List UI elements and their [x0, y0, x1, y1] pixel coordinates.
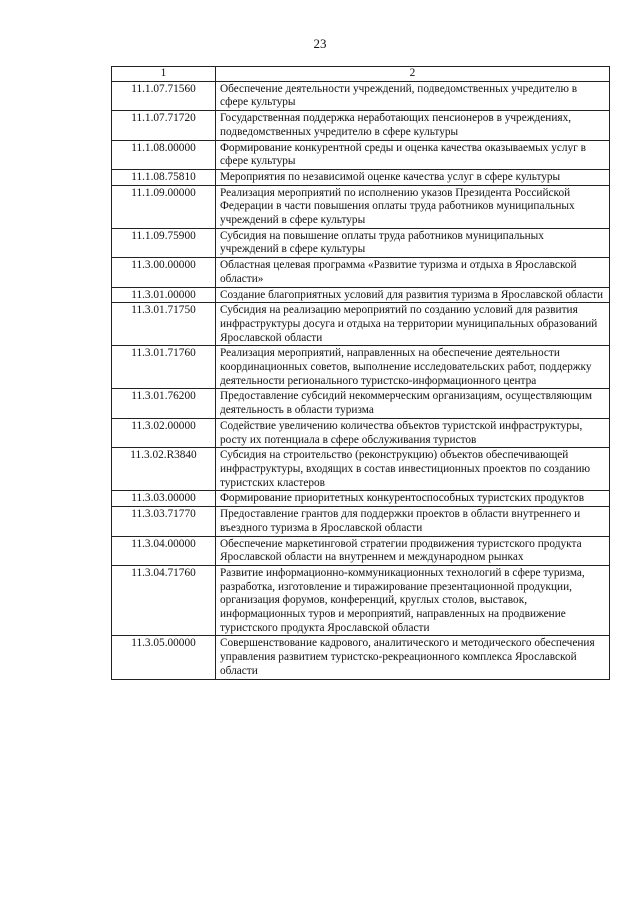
table-row: [112, 565, 610, 636]
table-row: [112, 491, 610, 507]
budget-codes-table: [111, 66, 610, 680]
table-row: [112, 636, 610, 679]
table-row: [112, 185, 610, 228]
row-code: 11.3.03.00000: [112, 491, 216, 507]
row-code: 11.1.09.75900: [112, 228, 216, 257]
table-row: [112, 536, 610, 565]
table-row: [112, 111, 610, 140]
table-header-row: [112, 67, 610, 82]
row-code: 11.3.01.71750: [112, 303, 216, 346]
table-row: [112, 140, 610, 169]
row-code: 11.3.04.00000: [112, 536, 216, 565]
row-name: Субсидия на повышение оплаты труда работников муниципальных учреждений в сфере культуры: [216, 228, 610, 257]
table-row: [112, 418, 610, 447]
table-row: [112, 389, 610, 418]
table-row: [112, 303, 610, 346]
column-header-2: 2: [216, 67, 610, 82]
row-name: Обеспечение маркетинговой стратегии продвижения туристского продукта Ярославской области на внутреннем и международном рынках: [216, 536, 610, 565]
row-code: 11.3.02.00000: [112, 418, 216, 447]
row-code: 11.1.08.00000: [112, 140, 216, 169]
table-row: [112, 258, 610, 287]
column-header-1: 1: [112, 67, 216, 82]
row-code: 11.3.03.71770: [112, 507, 216, 536]
row-code: 11.3.01.71760: [112, 346, 216, 389]
row-name: Мероприятия по независимой оценке качества услуг в сфере культуры: [216, 169, 610, 185]
row-name: Формирование конкурентной среды и оценка качества оказываемых услуг в сфере культуры: [216, 140, 610, 169]
table-row: [112, 169, 610, 185]
row-code: 11.3.02.R3840: [112, 448, 216, 491]
table-row: [112, 287, 610, 303]
row-name: Совершенствование кадрового, аналитического и методического обеспечения управления развитием туристско-рекреационного комплекса Ярославской области: [216, 636, 610, 679]
row-code: 11.1.07.71720: [112, 111, 216, 140]
table-row: [112, 81, 610, 110]
table-row: [112, 448, 610, 491]
row-name: Обеспечение деятельности учреждений, подведомственных учредителю в сфере культуры: [216, 81, 610, 110]
row-name: Развитие информационно-коммуникационных технологий в сфере туризма, разработка, изготовление и тиражирование презентационной продукции, организация форумов, конференций, круглых столов, выставок, информационных туров и мероприятий, направленных на продвижение туристского продукта Ярославской области: [216, 565, 610, 636]
row-name: Областная целевая программа «Развитие туризма и отдыха в Ярославской области»: [216, 258, 610, 287]
table-row: [112, 507, 610, 536]
page-number: 23: [313, 36, 327, 51]
row-name: Предоставление субсидий некоммерческим организациям, осуществляющим деятельность в области туризма: [216, 389, 610, 418]
row-code: 11.1.08.75810: [112, 169, 216, 185]
row-code: 11.3.05.00000: [112, 636, 216, 679]
row-code: 11.3.01.00000: [112, 287, 216, 303]
row-name: Государственная поддержка неработающих пенсионеров в учреждениях, подведомственных учредителю в сфере культуры: [216, 111, 610, 140]
row-name: Реализация мероприятий, направленных на обеспечение деятельности координационных советов, выполнение исследовательских работ, поддержку деятельности регионального туристско-информационного центра: [216, 346, 610, 389]
row-name: Субсидия на строительство (реконструкцию) объектов обеспечивающей инфраструктуры, входящих в состав инвестиционных проектов по созданию туристских кластеров: [216, 448, 610, 491]
row-name: Субсидия на реализацию мероприятий по созданию условий для развития инфраструктуры досуга и отдыха на территории муниципальных образований Ярославской области: [216, 303, 610, 346]
row-name: Предоставление грантов для поддержки проектов в области внутреннего и въездного туризма в Ярославской области: [216, 507, 610, 536]
table-row: [112, 346, 610, 389]
row-name: Формирование приоритетных конкурентоспособных туристских продуктов: [216, 491, 610, 507]
row-code: 11.1.07.71560: [112, 81, 216, 110]
row-name: Реализация мероприятий по исполнению указов Президента Российской Федерации в части повышения оплаты труда работников муниципальных учреждений в сфере культуры: [216, 185, 610, 228]
row-code: 11.3.00.00000: [112, 258, 216, 287]
table-row: [112, 228, 610, 257]
row-name: Создание благоприятных условий для развития туризма в Ярославской области: [216, 287, 610, 303]
row-code: 11.3.04.71760: [112, 565, 216, 636]
row-code: 11.1.09.00000: [112, 185, 216, 228]
row-code: 11.3.01.76200: [112, 389, 216, 418]
row-name: Содействие увеличению количества объектов туристской инфраструктуры, росту их потенциала в сфере обслуживания туристов: [216, 418, 610, 447]
